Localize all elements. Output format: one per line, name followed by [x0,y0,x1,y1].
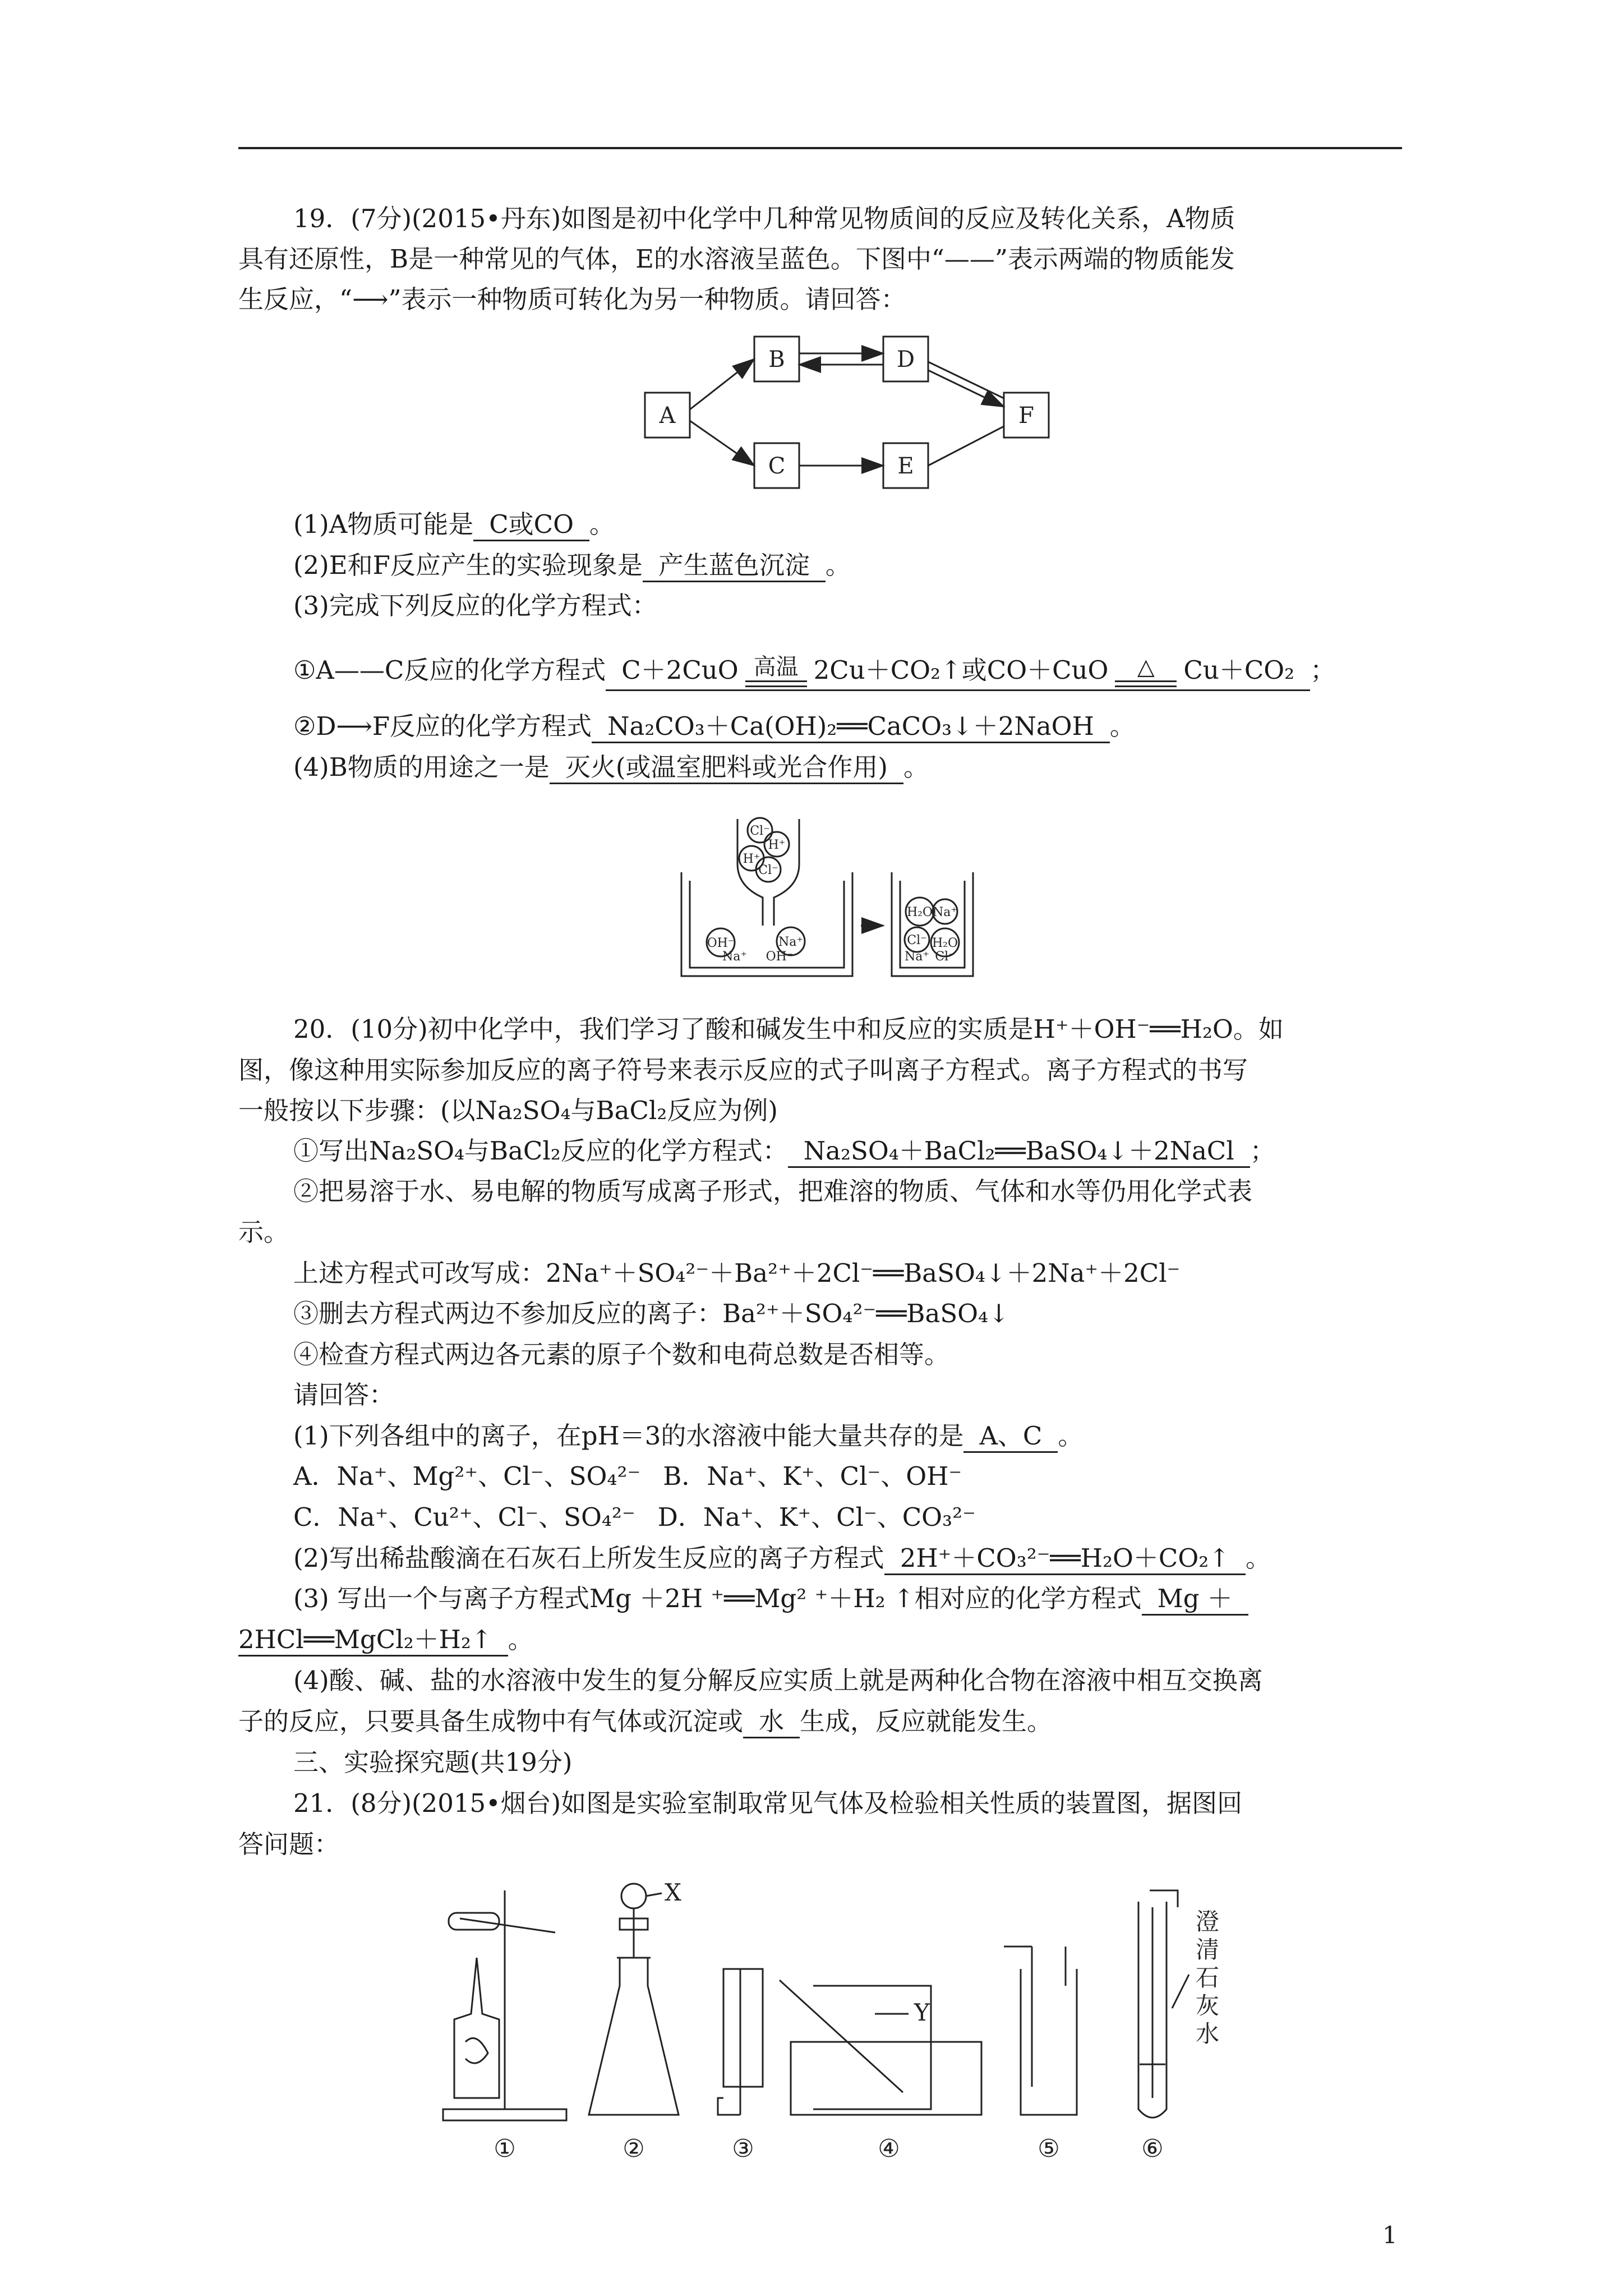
apparatus-label-6: ⑥ [1141,2134,1164,2163]
limewater-2: 清 [1196,1936,1220,1963]
q20-answer-3a: Mg ＋ [1142,1584,1248,1616]
q19-part-1: (1)A物质可能是 C或CO 。 [238,508,1402,541]
q21-line-2: 答问题： [238,1829,340,1859]
q20-answer-2: 2H⁺＋CO₃²⁻══H₂O＋CO₂↑ [884,1543,1246,1575]
apparatus-4 [780,1980,981,2115]
beaker2-ion-2: Na⁺ [933,905,957,919]
apparatus-5 [1004,1947,1077,2115]
q19-stem-1: 19．(7分)(2015•丹东)如图是初中化学中几种常见物质间的反应及转化关系，A物质 [293,204,1235,233]
beaker2-ion-4: H₂O [932,936,958,950]
ion-reaction-figure [667,813,981,982]
q19-answer-2: 产生蓝色沉淀 [643,550,826,582]
q20-line-3: 一般按以下步骤：(以Na₂SO₄与BaCl₂反应为例) [238,1096,778,1125]
q19-part-3: (3)完成下列反应的化学方程式： [293,591,657,620]
option-a: A．Na⁺、Mg²⁺、Cl⁻、SO₄²⁻ [293,1461,641,1491]
funnel-ion-3: H⁺ [743,852,760,866]
q20-step-2a: ②把易溶于水、易电解的物质写成离子形式，把难溶的物质、气体和水等仍用化学式表 [293,1176,1253,1206]
q19-equation-2: ②D⟶F反应的化学方程式 Na₂CO₃＋Ca(OH)₂══CaCO₃↓＋2NaOH 。 [238,710,1402,743]
q20-step-2c: 上述方程式可改写成：2Na⁺＋SO₄²⁻＋Ba²⁺＋2Cl⁻══BaSO₄↓＋2Na⁺＋2Cl⁻ [293,1258,1181,1288]
q20-part-4a: (4)酸、碱、盐的水溶液中发生的复分解反应实质上就是两种化合物在溶液中相互交换离 [293,1665,1263,1695]
q20-options-ab [238,1460,1402,1493]
q19-stem-2: 具有还原性，B是一种常见的气体，E的水溶液呈蓝色。下图中“——”表示两端的物质能发 [238,244,1235,274]
q21-line-1: 21．(8分)(2015•烟台)如图是实验室制取常见气体及检验相关性质的装置图，据图回 [293,1788,1243,1818]
option-d: D．Na⁺、K⁺、Cl⁻、CO₃²⁻ [657,1502,976,1532]
edge-a-b [690,359,754,409]
q19-answer-1: C或CO [473,509,589,541]
funnel-ion-2: H⁺ [768,838,786,852]
funnel-ion-1: Cl⁻ [750,824,770,838]
q20-step-4: ④检查方程式两边各元素的原子个数和电荷总数是否相等。 [293,1340,950,1369]
q19-eq1-answer: C＋2CuO 高温 2Cu＋CO₂↑或CO＋CuO △ Cu＋CO₂ [606,655,1310,691]
q19-answer-4: 灭火(或温室肥料或光合作用) [550,752,903,784]
q20-line-1: 20．(10分)初中化学中，我们学习了酸和碱发生中和反应的实质是H⁺＋OH⁻══H₂O。如 [293,1014,1284,1044]
node-e-label: E [897,453,914,479]
q19-stem-3: 生反应，“⟶”表示一种物质可转化为另一种物质。请回答： [238,284,906,314]
q20-answer-1-line: (1)下列各组中的离子，在pH＝3的水溶液中能大量共存的是 A、C 。 [238,1419,1402,1453]
edge-f-d [928,362,1004,398]
q19-part-4: (4)B物质的用途之一是 灭火(或温室肥料或光合作用) 。 [238,751,1402,784]
beaker2-ion-1: H₂O [906,905,933,919]
apparatus-figure [426,1874,1290,2165]
reaction-diagram [639,331,1060,494]
apparatus-3 [718,1969,763,2115]
limewater-3: 石 [1196,1964,1220,1991]
limewater-4: 灰 [1196,1992,1220,2019]
limewater-5: 水 [1196,2020,1220,2047]
label-x: X [665,1879,681,1906]
q20-step-1: ①写出Na₂SO₄与BaCl₂反应的化学方程式： Na₂SO₄＋BaCl₂══BaSO₄↓＋2NaCl ； [238,1134,1402,1168]
limewater-1: 澄 [1196,1908,1220,1935]
apparatus-label-3: ③ [732,2134,754,2163]
q19-part-2: (2)E和F反应产生的实验现象是 产生蓝色沉淀 。 [238,549,1402,582]
header-rule [238,147,1402,149]
beaker-2 [892,872,973,976]
section-3-heading: 三、实验探究题(共19分) [293,1747,573,1777]
beaker2-ion-3: Cl⁻ [907,933,927,947]
q20-step-2b: 示。 [238,1217,289,1247]
label-y: Y [914,1999,930,2026]
q19-equation-1: ①A——C反应的化学方程式 C＋2CuO 高温 2Cu＋CO₂↑或CO＋CuO △ Cu＋CO₂ ； [238,639,1402,701]
apparatus-1 [443,1890,566,2120]
page-number: 1 [1382,2221,1398,2249]
beaker2-ion-6: Cl⁻ [935,950,955,964]
q20-answer-2-line: (2)写出稀盐酸滴在石灰石上所发生反应的离子方程式 2H⁺＋CO₃²⁻══H₂O＋CO₂↑ 。 [238,1542,1402,1575]
beaker1-ion-1: OH⁻ [707,936,735,950]
q20-answer-4: 水 [743,1706,800,1738]
beaker2-ion-5: Na⁺ [905,950,929,964]
edge-d-f [928,370,1004,407]
node-f-label: F [1018,403,1034,429]
node-b-label: B [768,347,785,372]
edge-e-f [928,426,1004,466]
apparatus-2 [589,1884,679,2115]
q20-answer-3-line2: 2HCl══MgCl₂＋H₂↑ 。 [238,1623,1402,1657]
option-b: B．Na⁺、K⁺、Cl⁻、OH⁻ [663,1461,962,1491]
node-a-label: A [659,403,676,429]
funnel-ion-4: Cl⁻ [758,863,778,877]
q20-step-3: ③删去方程式两边不参加反应的离子：Ba²⁺＋SO₄²⁻══BaSO₄↓ [293,1299,1009,1328]
beaker1-ion-4: OH⁻ [766,950,794,964]
q20-options-cd [238,1501,1402,1534]
q20-answer-3b: 2HCl══MgCl₂＋H₂↑ [238,1625,508,1657]
q20-answer-1: A、C [963,1421,1058,1453]
apparatus-6 [1138,1890,1189,2118]
q20-line-2: 图，像这种用实际参加反应的离子符号来表示反应的式子叫离子方程式。离子方程式的书写 [238,1055,1248,1085]
option-c: C．Na⁺、Cu²⁺、Cl⁻、SO₄²⁻ [293,1502,635,1532]
beaker1-ion-3: Na⁺ [722,950,747,964]
edge-a-c [690,421,754,466]
beaker1-ion-2: Na⁺ [778,935,803,949]
q20-ask: 请回答： [293,1380,395,1410]
q20-part-4b: 子的反应，只要具备生成物中有气体或沉淀或 水 生成，反应就能发生。 [238,1705,1402,1738]
q20-answer-3-line: (3) 写出一个与离子方程式Mg ＋2H ⁺══Mg² ⁺＋H₂ ↑相对应的化学方程式 Mg ＋ [238,1582,1402,1616]
apparatus-label-5: ⑤ [1038,2134,1060,2163]
node-c-label: C [768,453,786,479]
q20-step1-answer: Na₂SO₄＋BaCl₂══BaSO₄↓＋2NaCl [788,1136,1250,1168]
apparatus-label-2: ② [623,2134,645,2163]
node-d-label: D [896,347,915,372]
apparatus-label-1: ① [494,2134,516,2163]
q19-eq2-answer: Na₂CO₃＋Ca(OH)₂══CaCO₃↓＋2NaOH [592,711,1110,743]
apparatus-label-4: ④ [878,2134,900,2163]
